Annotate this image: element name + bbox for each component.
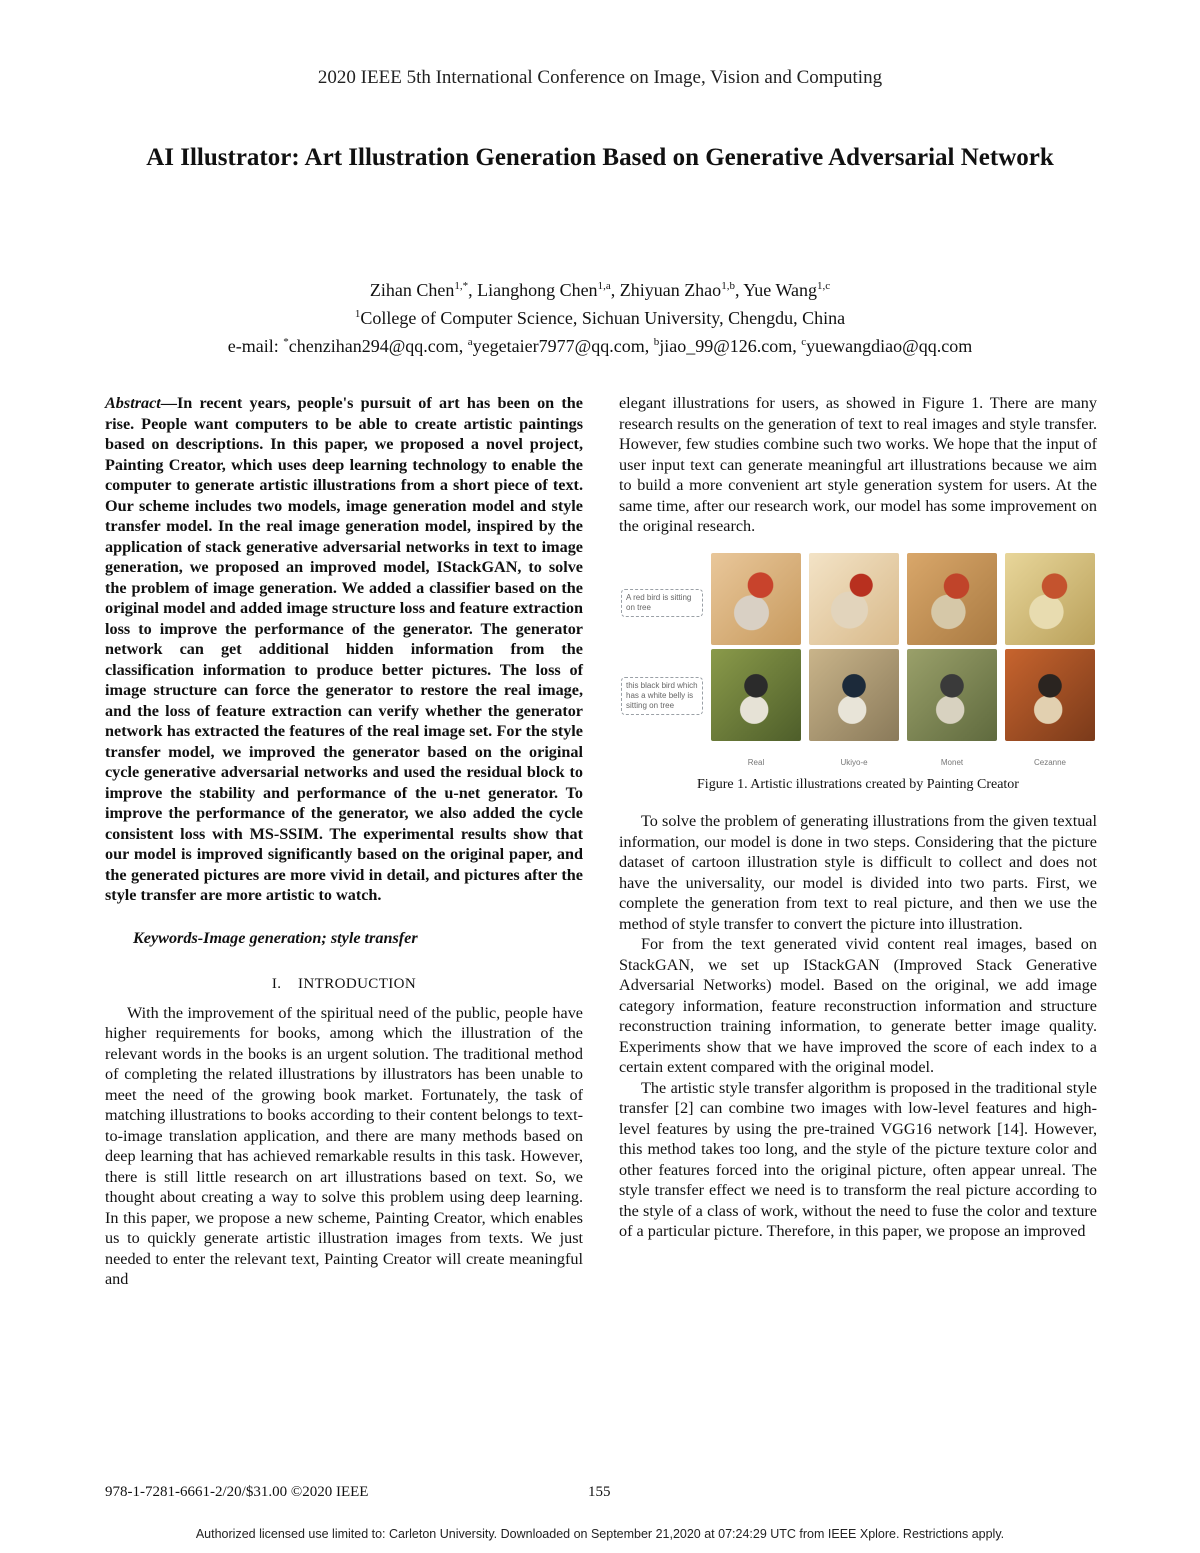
- email-sup: b: [653, 336, 660, 348]
- email-sup: a: [467, 336, 473, 348]
- intro-paragraph: With the improvement of the spiritual need of the public, people have higher requirements for books, among which the illustration of the relevant words in the books is an urgent solution. The traditional method of completing the related illustrations by illustrators has been unable to meet the need of the growing book market. Fortunately, the task of matching illustrations to books according to their content belongs to text-to-image translation application, and there are many methods based on deep learning that has achieved remarkable results in this task. However, there is still little research on art illustrations based on text. So, we thought about creating a way to solve this problem using deep learning. In this paper, we propose a new scheme, Painting Creator, which enables us to quickly generate artistic illustration images from texts. We just needed to enter the relevant text, Painting Creator will create meaningful and: [105, 1003, 583, 1288]
- bird-image-cezanne-2: [1005, 649, 1095, 741]
- author-sup: 1,b: [721, 280, 735, 292]
- section-heading: [105, 974, 583, 995]
- figure-caption: Figure 1. Artistic illustrations created by Painting Creator: [697, 776, 1019, 792]
- column-label-ukiyoe: Ukiyo-e: [840, 757, 868, 767]
- column-label-real: Real: [747, 757, 765, 767]
- email-line: e-mail: *chenzihan294@qq.com, $^a$yegetaier7977@qq.com, $^b$jiao_99@126.com, $^c$yuewangdiao@qq.com: [227, 336, 973, 356]
- author-name: Lianghong Chen: [477, 280, 598, 300]
- column-label-monet: Monet: [940, 757, 964, 767]
- author-name: Yue Wang: [743, 280, 817, 300]
- intro-paragraph-cont: elegant illustrations for users, as showed in Figure 1. There are many research results on the generation of text to real images and style transfer. However, few studies combine such two works. We hope that the input of user input text can generate meaningful art illustrations because we aim to build a more convenient art style generation system for users. At the same time, after our research work, our model has some improvement on the original research.: [619, 394, 1097, 535]
- email-prefix: e-mail:: [227, 336, 284, 356]
- bird-image-cezanne-1: [1005, 553, 1095, 645]
- license-notice: Authorized licensed use limited to: Carleton University. Downloaded on September 21,2020 at 07:24:29 UTC from IEEE Xplore. Restrictions apply.: [195, 1527, 1005, 1541]
- body-paragraph: The artistic style transfer algorithm is proposed in the traditional style transfer [2] can combine two images with low-level features and high-level features by using the pre-trained VGG16 network [14]. However, this method takes too long, and the style of the picture texture color and other features forced into the original picture, often appear unreal. The style transfer effect we need is to transform the real picture according to the style of a class of work, without the need to fuse the color and texture of a particular picture. Therefore, in this paper, we propose an improved: [619, 1078, 1097, 1240]
- bird-image-monet-2: [907, 649, 997, 741]
- abstract: [105, 393, 583, 906]
- bird-image-ukiyoe-2: [809, 649, 899, 741]
- author-sup: 1,*: [454, 280, 469, 292]
- page-number: 155: [588, 1484, 611, 1500]
- text-prompt-box: A red bird is sitting on tree: [621, 589, 703, 617]
- bird-image-monet-1: [907, 553, 997, 645]
- paper-title: AI Illustrator: Art Illustration Generation Based on Generative Adversarial Network: [146, 144, 1054, 171]
- affiliation: [0, 302, 1200, 330]
- author-list: Zihan Chen$^{1,*}$, Lianghong Chen$^{1,a}$, Zhiyuan Zhao$^{1,b}$, Yue Wang$^{1,c}$: [369, 280, 831, 300]
- isbn-footer: 978-1-7281-6661-2/20/$31.00 ©2020 IEEE: [105, 1484, 369, 1500]
- left-column: [105, 393, 583, 1290]
- column-label-cezanne: Cezanne: [1033, 757, 1067, 767]
- text-prompt-box: this black bird which has a white belly is sitting on tree: [621, 677, 703, 715]
- bird-image-real-2: [711, 649, 801, 741]
- email-address: jiao_99@126.com: [659, 336, 793, 356]
- author-sup: 1,c: [817, 280, 831, 292]
- section-number: I.: [271, 976, 282, 992]
- bird-image-ukiyoe-1: [809, 553, 899, 645]
- abstract-text: —In recent years, people's pursuit of art has been on the rise. People want computers to be able to create artistic paintings based on descriptions. In this paper, we proposed a novel project, Painting Creator, which uses deep learning technology to enable the computer to generate artistic illustrations from a short piece of text. Our scheme includes two models, image generation model and style transfer model. In the real image generation model, inspired by the application of stack generative adversarial networks in text to image generation, we proposed an improved model, IStackGAN, to solve the problem of image generation. We added a classifier based on the original model and added image structure loss and feature extraction loss to improve the performance of the generator. The generator network can get additional hidden information from the classification information to produce better pictures. The loss of image structure can force the generator to restore the real image, and the loss of feature extraction can verify whether the generator network has extracted the features of the real image set. For the style transfer model, we improved the generator based on the original cycle generative adversarial networks and used the residual block to improve the stability and performance of the u-net generator. To improve the performance of the generator, we also added the cycle consistent loss with MS-SSIM. The experimental results show that our model is improved significantly based on the original paper, and the generated pictures are more vivid in detail, and pictures after the style transfer are more artistic to watch.: [105, 394, 583, 904]
- author-block: [0, 274, 1200, 358]
- body-paragraph: To solve the problem of generating illustrations from the given textual information, our model is done in two steps. Considering that the picture dataset of cartoon illustration style is difficult to collect and does not have the universality, our model is divided into two parts. First, we complete the generation from text to real picture, and then we use the method of style transfer to convert the picture into illustration.: [619, 812, 1097, 933]
- email-address: yuewangdiao@qq.com: [806, 336, 973, 356]
- author-name: Zhiyuan Zhao: [619, 280, 722, 300]
- email-address: chenzihan294@qq.com: [288, 336, 459, 356]
- figure-1: [619, 553, 1097, 765]
- email-sup: c: [801, 336, 807, 348]
- right-column: [619, 393, 1097, 1242]
- author-sup: 1,a: [597, 280, 611, 292]
- affiliation-sup: 1: [354, 308, 361, 320]
- conference-header: 2020 IEEE 5th International Conference on Image, Vision and Computing: [317, 67, 883, 88]
- author-name: Zihan Chen: [369, 280, 455, 300]
- email-address: yegetaier7977@qq.com: [472, 336, 645, 356]
- email-sup: *: [283, 336, 289, 348]
- affiliation-text: College of Computer Science, Sichuan University, Chengdu, China: [360, 308, 846, 328]
- abstract-label: Abstract: [105, 394, 161, 412]
- body-paragraph: For from the text generated vivid content real images, based on StackGAN, we set up IStackGAN (Improved Stack Generative Adversarial Networks) model. Based on the original, we add image category information, feature reconstruction information and structure reconstruction training information, to generate better image quality. Experiments show that we have improved the score of each index to a certain extent compared with the original model.: [619, 935, 1097, 1076]
- bird-image-real-1: [711, 553, 801, 645]
- section-title: INTRODUCTION: [298, 976, 417, 992]
- keywords: Keywords-Image generation; style transfer: [133, 928, 418, 947]
